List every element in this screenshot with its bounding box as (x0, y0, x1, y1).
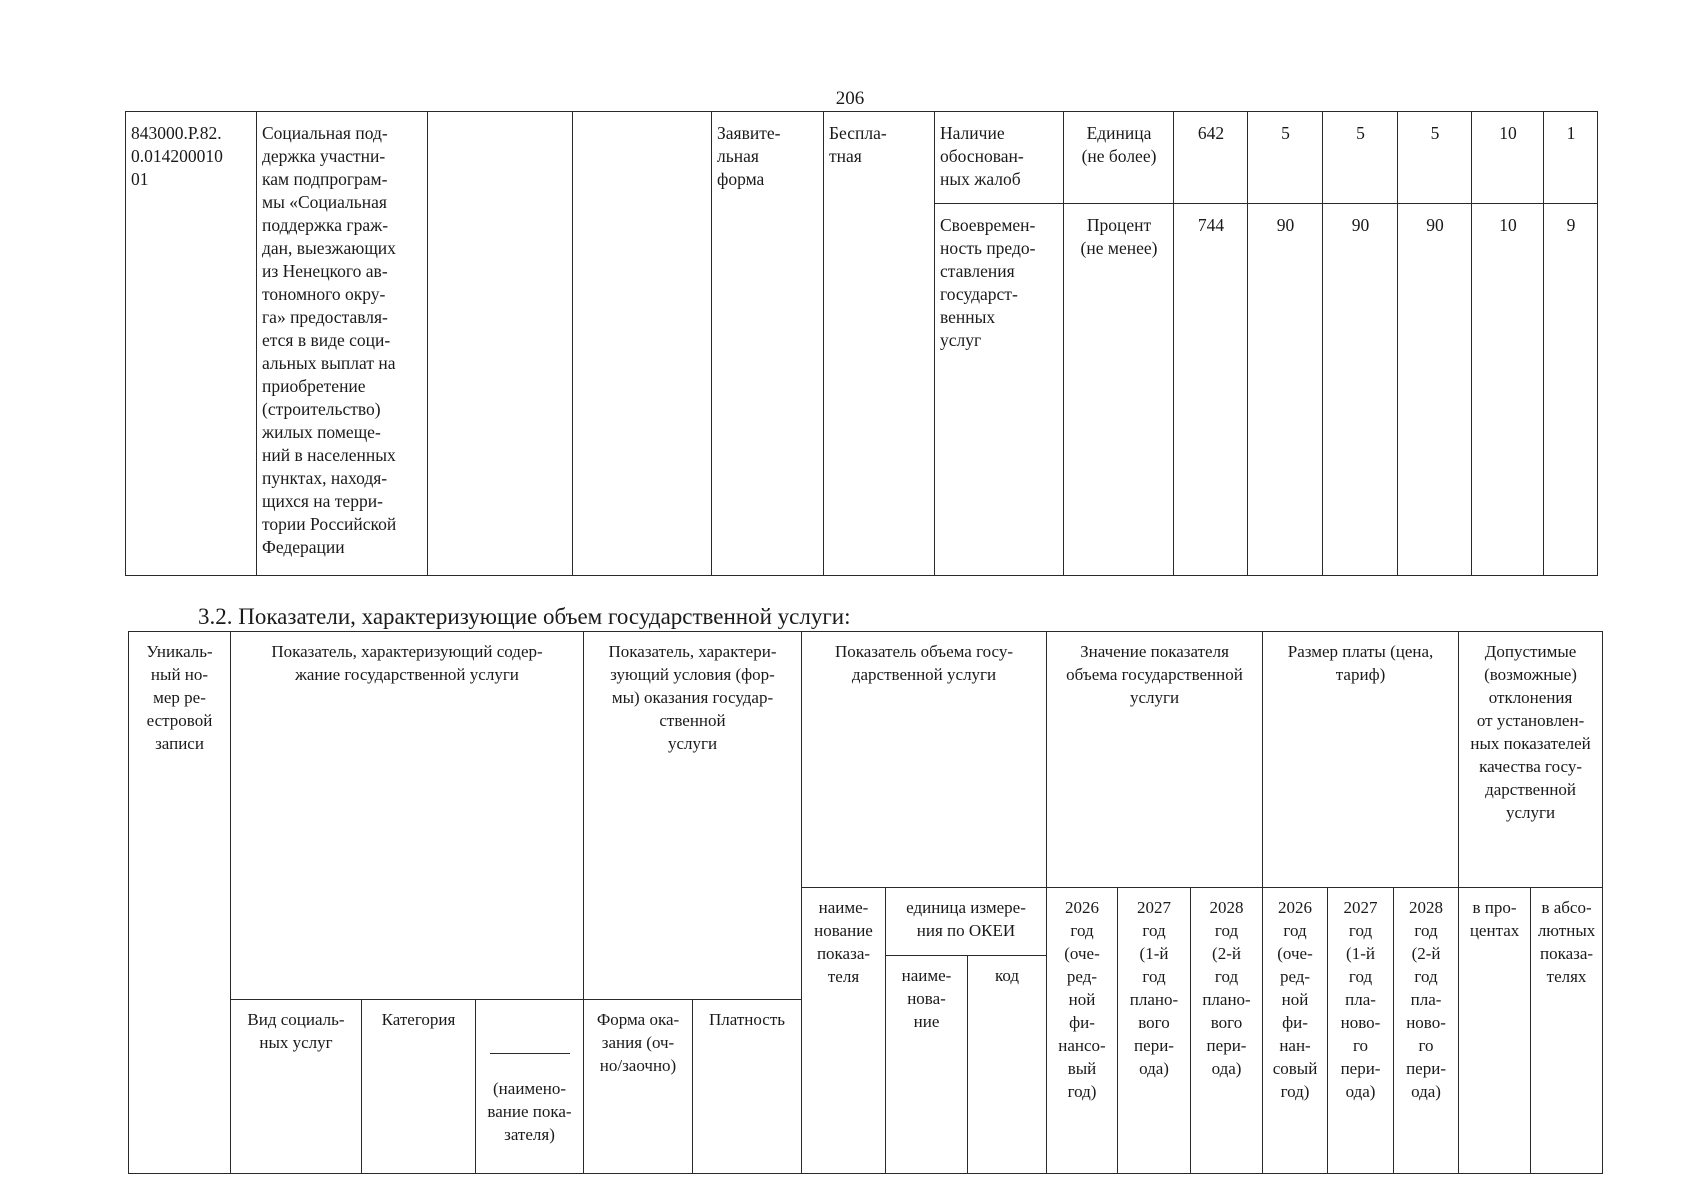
value-2026-cell (1248, 204, 1323, 576)
deviations-header: Допустимые (возможные) отклонения от установлен- ных показателей качества госу- дарственной услуги (1459, 632, 1603, 888)
social-service-type-header: Вид социаль- ных услуг (231, 1000, 362, 1174)
conditions-indicator-header: Показатель, характери- зующий условия (фор- мы) оказания государ- ственной услуги (584, 632, 802, 1000)
registry-number-header: Уникаль- ный но- мер ре- естровой записи (129, 632, 231, 1174)
delivery-form: Заявите- льная форма (717, 123, 781, 189)
quality-indicators-table (125, 111, 1598, 576)
indicator-name: Наличие обоснован- ных жалоб (940, 123, 1024, 189)
service-content-cell (257, 112, 428, 576)
deviation-absolute: 1 (1566, 123, 1576, 143)
okei-code-header: код (968, 956, 1047, 1174)
fee-2028-header: 2028 год (2-й год пла- ново- го пери- ода) (1394, 888, 1459, 1174)
value-2026: 90 (1276, 215, 1295, 235)
delivery-form-header: Форма ока- зания (оч- но/заочно) (584, 1000, 693, 1174)
value-2028-cell (1398, 204, 1472, 576)
indicator-unit: Единица (не более) (1081, 123, 1157, 166)
value-2027: 90 (1351, 215, 1370, 235)
value-2028-cell (1398, 112, 1472, 204)
table-row-indicator (935, 204, 1064, 576)
okei-name-header: наиме- нова- ние (886, 956, 968, 1174)
value-2028: 5 (1430, 123, 1440, 143)
okei-cell (1174, 112, 1248, 204)
registry-number-cell (126, 112, 257, 576)
indicator-unit: Процент (не менее) (1080, 215, 1158, 258)
service-content: Социальная под- держка участни- кам подпрограм- мы «Социальная поддержка граж- дан, выезжающих из Ненецкого ав- тономного окру- га» предоставля- ется в виде соци- альных выплат на приобретение (строительство) жилых помещe- ний в населенных пунктах, находя- щихся на терри- тории Российской Федерации (262, 123, 397, 557)
empty-cell-4 (573, 112, 712, 576)
value-2027: 5 (1356, 123, 1365, 143)
value-2026: 5 (1281, 123, 1290, 143)
deviation-percent-cell (1472, 204, 1544, 576)
deviation-percent-header: в про- центах (1459, 888, 1531, 1174)
volume-indicators-table (128, 631, 1603, 1174)
payment-cell (824, 112, 935, 576)
unit-cell (1064, 112, 1174, 204)
payment-type: Беспла- тная (829, 123, 887, 166)
value-2027-cell (1323, 112, 1398, 204)
payment-header: Платность (693, 1000, 802, 1174)
indicator-name: Своевремен- ность предо- ставления государст- венных услуг (940, 215, 1036, 350)
volume-value-header: Значение показателя объема государственной услуги (1047, 632, 1263, 888)
deviation-absolute-cell (1544, 112, 1598, 204)
value-2027-cell (1323, 204, 1398, 576)
fee-2026-header: 2026 год (оче- ред- ной фи- нан- совый год) (1263, 888, 1328, 1174)
okei-cell (1174, 204, 1248, 576)
indicator-name-header: наиме- нование показа- теля (802, 888, 886, 1174)
deviation-percent-cell (1472, 112, 1544, 204)
deviation-percent: 10 (1499, 123, 1517, 143)
underline-placeholder (490, 1053, 570, 1054)
fee-header: Размер платы (цена, тариф) (1263, 632, 1459, 888)
deviation-absolute: 9 (1566, 215, 1576, 235)
deviation-absolute-cell (1544, 204, 1598, 576)
category-header: Категория (362, 1000, 476, 1174)
section-heading: 3.2. Показатели, характеризующие объем государственной услуги: (198, 604, 851, 629)
deviation-absolute-header: в абсо- лютных показа- телях (1531, 888, 1603, 1174)
okei-code: 744 (1197, 215, 1225, 235)
table-row-indicator (935, 112, 1064, 204)
value-2028-header: 2028 год (2-й год плано- вого пери- ода) (1191, 888, 1263, 1174)
empty-cell-3 (428, 112, 573, 576)
okei-unit-header: единица измере- ния по ОКЕИ (886, 888, 1047, 956)
value-2028: 90 (1426, 215, 1444, 235)
fee-2027-header: 2027 год (1-й год пла- ново- го пери- ода) (1328, 888, 1394, 1174)
deviation-percent: 10 (1499, 215, 1517, 235)
value-2027-header: 2027 год (1-й год плано- вого пери- ода) (1118, 888, 1191, 1174)
indicator-placeholder-header: (наимено- вание пока- зателя) (476, 1000, 584, 1174)
value-2026-cell (1248, 112, 1323, 204)
okei-code: 642 (1197, 123, 1225, 143)
form-cell (712, 112, 824, 576)
volume-indicator-header: Показатель объема госу- дарственной услуги (802, 632, 1047, 888)
value-2026-header: 2026 год (оче- ред- ной фи- нансо- вый год) (1047, 888, 1118, 1174)
page-number: 206 (835, 88, 865, 109)
content-indicator-header: Показатель, характеризующий содер- жание государственной услуги (231, 632, 584, 1000)
unit-cell (1064, 204, 1174, 576)
registry-number: 843000.Р.82. 0.014200010 01 (131, 123, 223, 189)
